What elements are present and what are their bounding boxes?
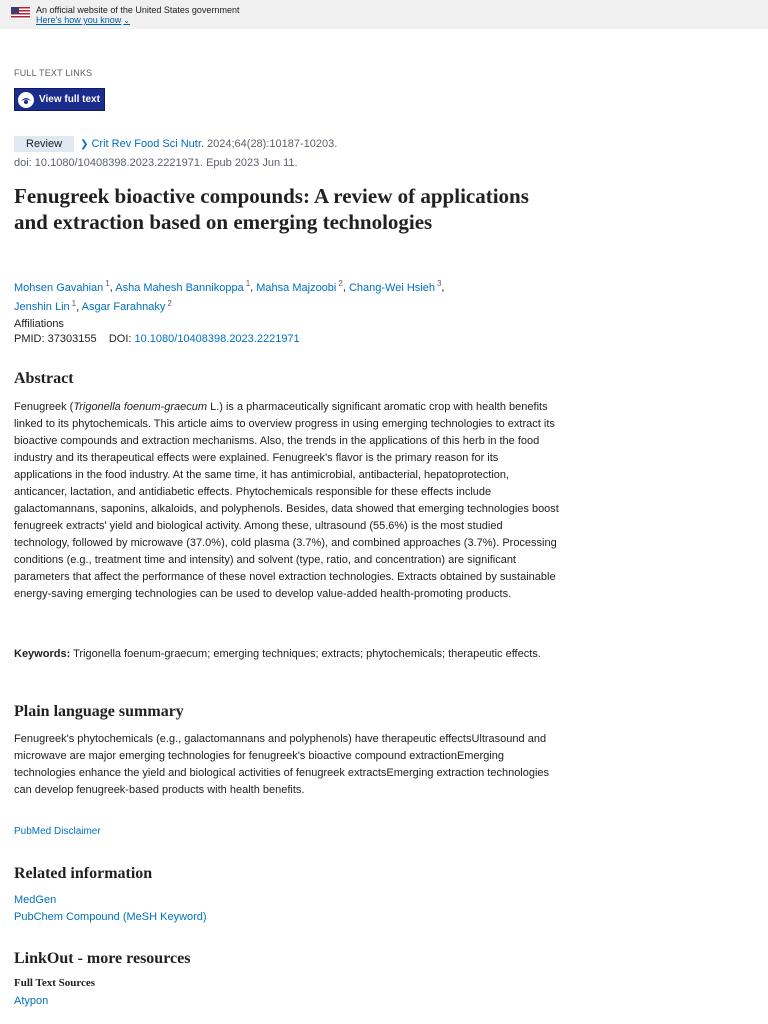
keywords-label: Keywords: (14, 648, 71, 660)
pmid-label: PMID: (14, 333, 45, 345)
publication-type-badge: Review (14, 136, 74, 152)
view-full-text-button[interactable] (14, 88, 105, 111)
author-list: Mohsen Gavahian $^1$, Asha Mahesh Bannikoppa $^1$, Mahsa Majzoobi $^2$, Chang-Wei Hsieh $^3$, Jenshin Lin $^1$, Asgar Farahnaky $^2$ (14, 279, 445, 314)
abstract-text-part: L.) is a pharmaceutically significant aromatic crop with health benefits linked to its phytochemicals. This article aims to overview progress in using emerging technologies to extract its bioactive compounds and extraction mechanisms. Also, the trends in the applications of this herb in the food industry and its therapeutical effects were explained. Fenugreek's flavor is the primary reason for its applications in the food industry. At the same time, it has antimicrobial, antibacterial, hepatoprotection, anticancer, lactation, and antidiabetic effects. Phytochemicals responsible for these effects include galactomannans, saponins, alkaloids, and polyphenols. Besides, data showed that emerging technologies boost fenugreek extracts' yield and biological activity. Among these, ultrasound (55.6%) is the most studied technology, followed by microwave (37.0%), cold plasma (3.7%), and combined approaches (3.7%). Processing conditions (e.g., treatment time and intensity) and solvent (type, ratio, and concentration) are significant parameters that affect the performance of these novel extraction technologies. Extracts obtained by sustainable energy-saving emerging technologies can be used to develop value-added health-promoting products. (14, 401, 559, 600)
abstract-species-name: Trigonella foenum-graecum (73, 401, 208, 413)
how-you-know-link[interactable] (36, 15, 130, 26)
author-name: Asgar Farahnaky (81, 301, 166, 314)
citation-meta (14, 136, 554, 169)
author-name: Chang-Wei Hsieh (348, 281, 435, 294)
author-link[interactable] (81, 298, 172, 314)
affiliation-number[interactable]: 1 (245, 279, 251, 288)
pubchem-link[interactable]: PubChem Compound (MeSH Keyword) (14, 911, 207, 923)
us-flag-icon (11, 7, 30, 19)
affiliation-number[interactable]: 1 (105, 279, 110, 288)
linkout-heading: LinkOut - more resources (14, 950, 191, 967)
journal-link[interactable]: Crit Rev Food Sci Nutr. (91, 138, 204, 150)
gov-banner (0, 0, 768, 29)
author-link[interactable] (348, 279, 442, 294)
affiliations-toggle[interactable]: Affiliations (14, 318, 64, 330)
publisher-logo-icon (18, 92, 34, 108)
article-title: Fenugreek bioactive compounds: A review of applications and extraction based on emerging technologies (14, 184, 529, 234)
author-name: Mahsa Majzoobi (256, 281, 337, 294)
author-name: Mohsen Gavahian (14, 281, 104, 294)
citation-details: 2024;64(28):10187-10203. (207, 138, 338, 150)
keywords-value: Trigonella foenum-graecum; emerging techniques; extracts; phytochemicals; therapeutic effects. (70, 648, 541, 660)
keywords (14, 646, 559, 663)
author-name: Jenshin Lin (14, 301, 70, 314)
author-link[interactable] (14, 279, 110, 294)
affiliation-number[interactable]: 2 (338, 279, 343, 288)
full-text-sources-label: Full Text Sources (14, 977, 96, 989)
article-identifiers (14, 333, 300, 345)
view-full-text-label: View full text (39, 94, 100, 105)
abstract-text (14, 399, 559, 603)
full-text-links-label: FULL TEXT LINKS (14, 68, 93, 78)
doi-label: DOI: (108, 333, 132, 345)
author-link[interactable] (115, 279, 251, 294)
affiliation-number[interactable]: 3 (436, 279, 442, 288)
pmid-value: 37303155 (47, 333, 97, 345)
medgen-link[interactable]: MedGen (14, 894, 57, 906)
doi-epub-line: doi: 10.1080/10408398.2023.2221971. Epub 2023 Jun 11. (14, 157, 298, 169)
affiliation-number[interactable]: 2 (167, 298, 172, 308)
plain-summary-heading: Plain language summary (14, 703, 184, 720)
affiliation-number[interactable]: 1 (71, 298, 77, 308)
abstract-heading: Abstract (14, 370, 74, 387)
chevron-right-icon: ❯ (80, 139, 89, 150)
abstract-text-part: Fenugreek ( (14, 401, 74, 413)
atypon-link[interactable]: Atypon (14, 995, 49, 1007)
doi-link[interactable]: 10.1080/10408398.2023.2221971 (134, 333, 300, 345)
author-link[interactable] (256, 279, 343, 294)
author-name: Asha Mahesh Bannikoppa (115, 281, 244, 294)
chevron-down-icon: ⌄ (123, 16, 130, 25)
how-you-know-label: Here's how you know (36, 15, 122, 25)
plain-summary-text: Fenugreek's phytochemicals (e.g., galactomannans and polyphenols) have therapeutic effectsUltrasound and microwave are major emerging technologies for fenugreek's bioactive compound extractionEmerging technologies enhance the yield and biological activities of fenugreek extractsEmerging extraction technologies can develop fenugreek-based products with health benefits. (14, 733, 550, 796)
author-link[interactable] (14, 298, 77, 314)
related-info-heading: Related information (14, 865, 153, 882)
official-site-text: An official website of the United States government (36, 5, 240, 15)
pubmed-disclaimer-link[interactable]: PubMed Disclaimer (14, 826, 101, 837)
